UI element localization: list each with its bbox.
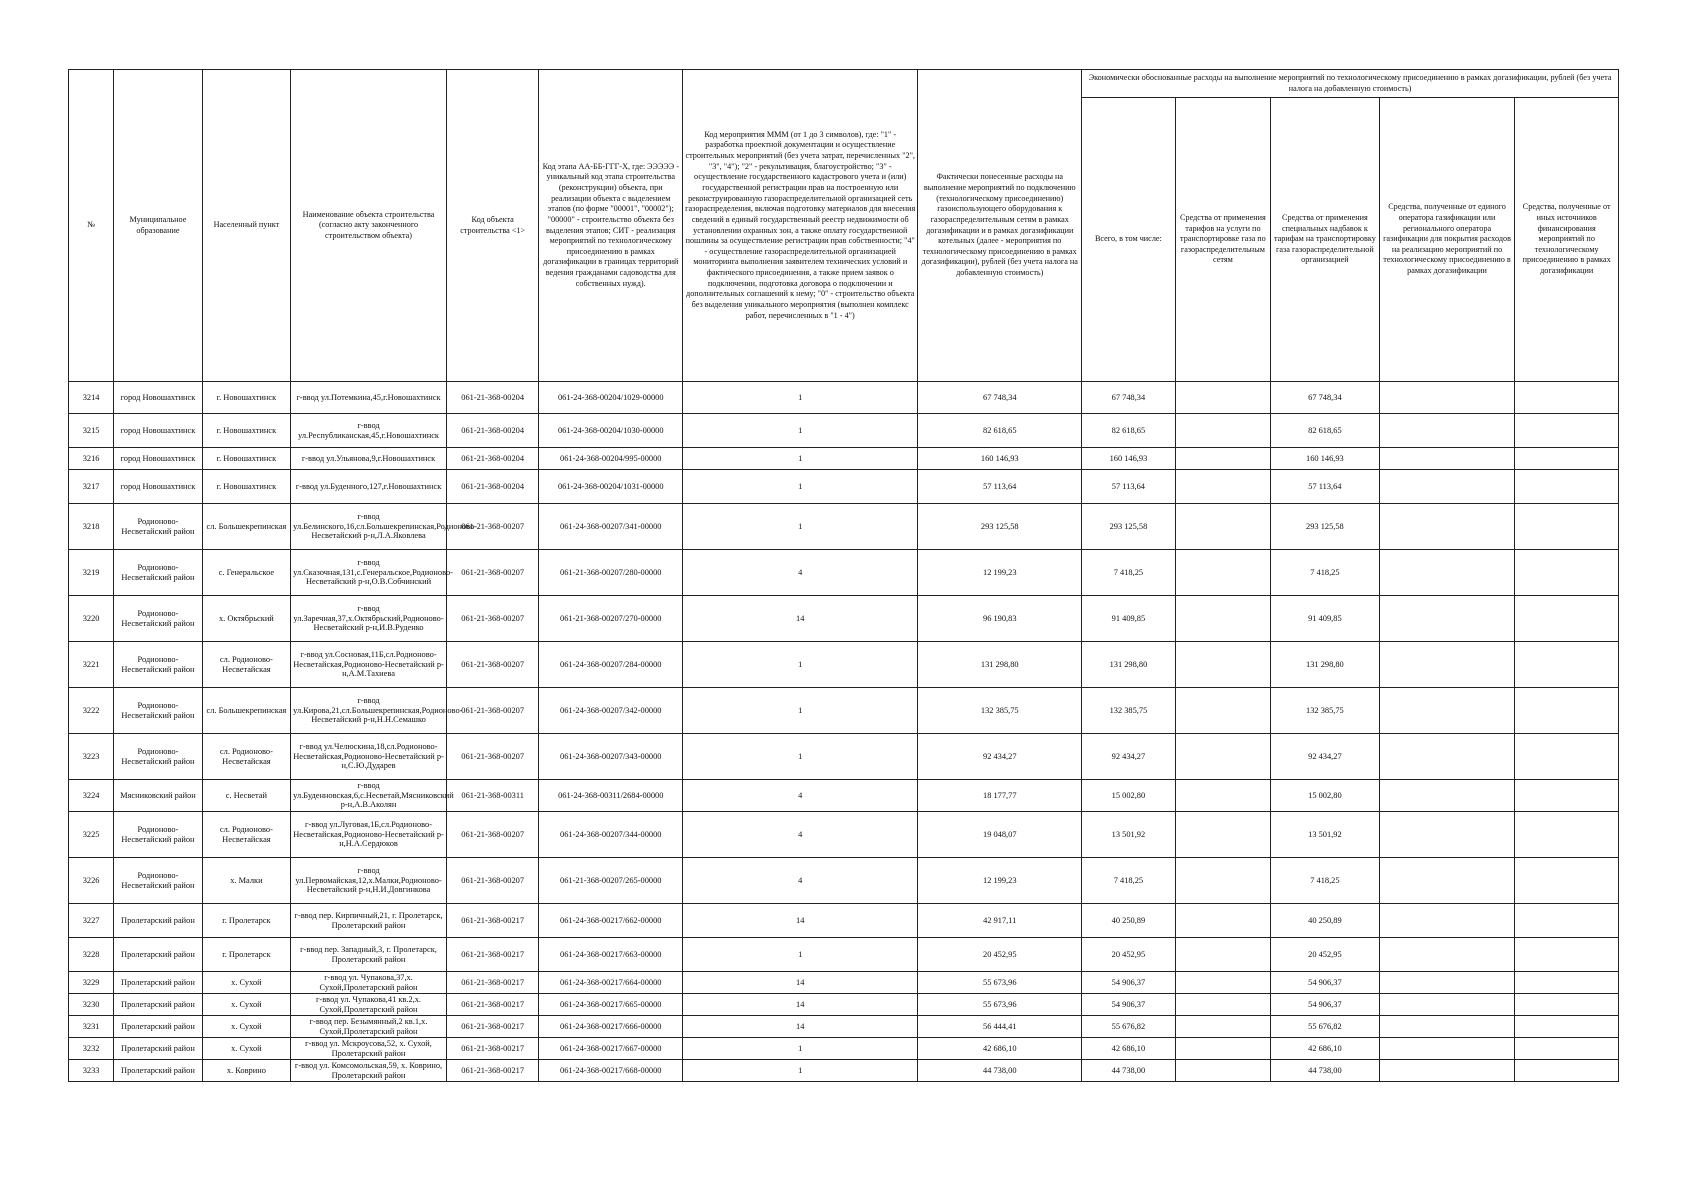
cell-surcharge-funds: 160 146,93 bbox=[1271, 448, 1380, 470]
cell-total: 55 676,82 bbox=[1082, 1016, 1175, 1038]
cell-stage-code: 061-21-368-00207/265-00000 bbox=[539, 858, 683, 904]
cell-num: 3230 bbox=[69, 994, 114, 1016]
cell-actual-costs: 55 673,96 bbox=[918, 994, 1082, 1016]
table-row bbox=[69, 812, 1619, 858]
cell-other-funds bbox=[1515, 642, 1619, 688]
cell-object-code: 061-21-368-00207 bbox=[446, 812, 538, 858]
cell-stage-code: 061-24-368-00217/662-00000 bbox=[539, 904, 683, 938]
cell-num: 3227 bbox=[69, 904, 114, 938]
cell-object-code: 061-21-368-00207 bbox=[446, 550, 538, 596]
cell-surcharge-funds: 42 686,10 bbox=[1271, 1038, 1380, 1060]
cell-num: 3216 bbox=[69, 448, 114, 470]
table-row bbox=[69, 994, 1619, 1016]
cell-operator-funds bbox=[1379, 780, 1515, 812]
cell-num: 3214 bbox=[69, 382, 114, 414]
cell-num: 3218 bbox=[69, 504, 114, 550]
header-operator-funds: Средства, полученные от единого оператора газификации или регионального оператора газификации для покрытия расходов на реализацию мероприятий по технологическому присоединению в рамках догазификации bbox=[1379, 98, 1515, 382]
cell-actual-costs: 160 146,93 bbox=[918, 448, 1082, 470]
cell-municipality: Родионово-Несветайский район bbox=[114, 688, 202, 734]
cell-total: 92 434,27 bbox=[1082, 734, 1175, 780]
cell-num: 3232 bbox=[69, 1038, 114, 1060]
cell-object-name: г-ввод пер. Кирпичный,21, г. Пролетарск, Пролетарский район bbox=[291, 904, 447, 938]
cell-municipality: Пролетарский район bbox=[114, 904, 202, 938]
cell-locality: х. Сухой bbox=[202, 972, 290, 994]
cell-num: 3221 bbox=[69, 642, 114, 688]
cell-municipality: Пролетарский район bbox=[114, 1060, 202, 1082]
header-stage-code: Код этапа АА-ББ-ГГГ-Х, где: ЭЭЭЭЭ - уникальный код этапа строительства (реконструкции) объекта, при реализации объекта с выделением этапов (по форме "00001", "00002"); "00000" - строительство объекта без выделения этапов; СИТ - реализация мероприятий по технологическому присоединению в рамках догазификации в границах территорий ведения гражданами садоводства для собственных нужд). bbox=[539, 70, 683, 382]
cell-object-name: г-ввод ул.Кирова,21,сл.Большекрепинская,Родионово-Несветайский р-н,Н.Н.Семашко bbox=[291, 688, 447, 734]
cell-object-code: 061-21-368-00217 bbox=[446, 1060, 538, 1082]
cell-actual-costs: 132 385,75 bbox=[918, 688, 1082, 734]
cell-actual-costs: 67 748,34 bbox=[918, 382, 1082, 414]
cell-event-code: 1 bbox=[683, 938, 918, 972]
cell-total: 20 452,95 bbox=[1082, 938, 1175, 972]
cell-event-code: 1 bbox=[683, 414, 918, 448]
table-row bbox=[69, 938, 1619, 972]
cell-locality: х. Сухой bbox=[202, 1016, 290, 1038]
cell-tariff-funds bbox=[1175, 550, 1270, 596]
cell-num: 3219 bbox=[69, 550, 114, 596]
cell-municipality: Родионово-Несветайский район bbox=[114, 812, 202, 858]
cell-operator-funds bbox=[1379, 504, 1515, 550]
table-row bbox=[69, 448, 1619, 470]
table-header bbox=[69, 70, 1619, 382]
cell-object-name: г-ввод ул.Луговая,1Б,сл.Родионово-Несветайская,Родионово-Несветайский р-н,Н.А.Сердюков bbox=[291, 812, 447, 858]
cell-object-name: г-ввод ул.Республиканская,45,г.Новошахтинск bbox=[291, 414, 447, 448]
cell-other-funds bbox=[1515, 972, 1619, 994]
table-row bbox=[69, 858, 1619, 904]
cell-object-name: г-ввод ул.Челюскина,18,сл.Родионово-Несветайская,Родионово-Несветайский р-н,С.Ю.Дударев bbox=[291, 734, 447, 780]
cell-stage-code: 061-21-368-00207/280-00000 bbox=[539, 550, 683, 596]
cell-actual-costs: 18 177,77 bbox=[918, 780, 1082, 812]
cell-total: 54 906,37 bbox=[1082, 972, 1175, 994]
cell-tariff-funds bbox=[1175, 904, 1270, 938]
cell-locality: г. Новошахтинск bbox=[202, 448, 290, 470]
cell-operator-funds bbox=[1379, 688, 1515, 734]
cell-actual-costs: 42 686,10 bbox=[918, 1038, 1082, 1060]
cell-locality: х. Коврино bbox=[202, 1060, 290, 1082]
cell-actual-costs: 57 113,64 bbox=[918, 470, 1082, 504]
cell-event-code: 1 bbox=[683, 382, 918, 414]
cell-stage-code: 061-24-368-00207/342-00000 bbox=[539, 688, 683, 734]
cell-surcharge-funds: 7 418,25 bbox=[1271, 550, 1380, 596]
cell-stage-code: 061-24-368-00311/2684-00000 bbox=[539, 780, 683, 812]
cell-object-name: г-ввод пер. Западный,3, г. Пролетарск, Пролетарский район bbox=[291, 938, 447, 972]
cell-actual-costs: 12 199,23 bbox=[918, 858, 1082, 904]
cell-actual-costs: 96 190,83 bbox=[918, 596, 1082, 642]
cell-municipality: Родионово-Несветайский район bbox=[114, 734, 202, 780]
cell-other-funds bbox=[1515, 904, 1619, 938]
cell-object-code: 061-21-368-00207 bbox=[446, 858, 538, 904]
cell-tariff-funds bbox=[1175, 938, 1270, 972]
cell-event-code: 1 bbox=[683, 734, 918, 780]
cell-total: 82 618,65 bbox=[1082, 414, 1175, 448]
cell-num: 3228 bbox=[69, 938, 114, 972]
cell-surcharge-funds: 55 676,82 bbox=[1271, 1016, 1380, 1038]
cell-municipality: город Новошахтинск bbox=[114, 414, 202, 448]
cell-stage-code: 061-24-368-00207/343-00000 bbox=[539, 734, 683, 780]
cell-locality: г. Новошахтинск bbox=[202, 470, 290, 504]
cell-locality: г. Пролетарск bbox=[202, 904, 290, 938]
cell-stage-code: 061-24-368-00207/344-00000 bbox=[539, 812, 683, 858]
cell-actual-costs: 82 618,65 bbox=[918, 414, 1082, 448]
cell-actual-costs: 56 444,41 bbox=[918, 1016, 1082, 1038]
cell-stage-code: 061-24-368-00204/995-00000 bbox=[539, 448, 683, 470]
cell-municipality: Пролетарский район bbox=[114, 972, 202, 994]
cell-event-code: 1 bbox=[683, 470, 918, 504]
cell-tariff-funds bbox=[1175, 858, 1270, 904]
cell-locality: х. Сухой bbox=[202, 994, 290, 1016]
cell-surcharge-funds: 7 418,25 bbox=[1271, 858, 1380, 904]
cell-surcharge-funds: 82 618,65 bbox=[1271, 414, 1380, 448]
cell-num: 3224 bbox=[69, 780, 114, 812]
cell-num: 3220 bbox=[69, 596, 114, 642]
cell-surcharge-funds: 91 409,85 bbox=[1271, 596, 1380, 642]
table-body bbox=[69, 382, 1619, 1082]
cell-object-code: 061-21-368-00207 bbox=[446, 504, 538, 550]
cell-actual-costs: 92 434,27 bbox=[918, 734, 1082, 780]
cell-other-funds bbox=[1515, 994, 1619, 1016]
cell-operator-funds bbox=[1379, 938, 1515, 972]
cell-tariff-funds bbox=[1175, 470, 1270, 504]
cell-other-funds bbox=[1515, 382, 1619, 414]
cell-total: 42 686,10 bbox=[1082, 1038, 1175, 1060]
table-row bbox=[69, 688, 1619, 734]
cell-object-name: г-ввод пер. Безымянный,2 кв.1,х. Сухой,Пролетарский район bbox=[291, 1016, 447, 1038]
header-locality: Населенный пункт bbox=[202, 70, 290, 382]
cell-tariff-funds bbox=[1175, 414, 1270, 448]
cell-total: 7 418,25 bbox=[1082, 858, 1175, 904]
cell-tariff-funds bbox=[1175, 382, 1270, 414]
cell-municipality: город Новошахтинск bbox=[114, 448, 202, 470]
cell-num: 3226 bbox=[69, 858, 114, 904]
table-row bbox=[69, 972, 1619, 994]
cell-locality: х. Малки bbox=[202, 858, 290, 904]
cell-object-name: г-ввод ул.Сказочная,131,с.Генеральское,Родионово-Несветайский р-н,О.В.Собчинский bbox=[291, 550, 447, 596]
cell-operator-funds bbox=[1379, 1060, 1515, 1082]
cell-actual-costs: 131 298,80 bbox=[918, 642, 1082, 688]
cell-locality: сл. Большекрепинская bbox=[202, 688, 290, 734]
cell-tariff-funds bbox=[1175, 642, 1270, 688]
cell-municipality: Пролетарский район bbox=[114, 1038, 202, 1060]
cell-surcharge-funds: 54 906,37 bbox=[1271, 972, 1380, 994]
cell-locality: с. Генеральское bbox=[202, 550, 290, 596]
cell-total: 40 250,89 bbox=[1082, 904, 1175, 938]
cell-event-code: 14 bbox=[683, 1016, 918, 1038]
cell-tariff-funds bbox=[1175, 448, 1270, 470]
cell-tariff-funds bbox=[1175, 688, 1270, 734]
cell-event-code: 14 bbox=[683, 972, 918, 994]
cell-tariff-funds bbox=[1175, 1060, 1270, 1082]
cell-object-code: 061-21-368-00207 bbox=[446, 642, 538, 688]
cell-surcharge-funds: 293 125,58 bbox=[1271, 504, 1380, 550]
cell-event-code: 4 bbox=[683, 858, 918, 904]
cell-tariff-funds bbox=[1175, 994, 1270, 1016]
cell-object-name: г-ввод ул.Первомайская,12,х.Малки,Родионово-Несветайский р-н,Н.И.Довгинкова bbox=[291, 858, 447, 904]
table-row bbox=[69, 1016, 1619, 1038]
cell-tariff-funds bbox=[1175, 1016, 1270, 1038]
cell-surcharge-funds: 131 298,80 bbox=[1271, 642, 1380, 688]
cell-operator-funds bbox=[1379, 642, 1515, 688]
cell-municipality: Пролетарский район bbox=[114, 994, 202, 1016]
header-object-code: Код объекта строительства <1> bbox=[446, 70, 538, 382]
header-municipality: Муниципальное образование bbox=[114, 70, 202, 382]
cell-stage-code: 061-24-368-00204/1030-00000 bbox=[539, 414, 683, 448]
cell-operator-funds bbox=[1379, 448, 1515, 470]
table-row bbox=[69, 734, 1619, 780]
cell-stage-code: 061-24-368-00204/1031-00000 bbox=[539, 470, 683, 504]
cell-object-code: 061-21-368-00217 bbox=[446, 1038, 538, 1060]
cell-object-name: г-ввод ул.Белинского,16,сл.Большекрепинская,Родионово-Несветайский р-н,Л.А.Яковлева bbox=[291, 504, 447, 550]
cell-locality: г. Новошахтинск bbox=[202, 382, 290, 414]
cell-other-funds bbox=[1515, 1038, 1619, 1060]
cell-object-name: г-ввод ул. Чупакова,41 кв.2,х. Сухой,Пролетарский район bbox=[291, 994, 447, 1016]
cell-other-funds bbox=[1515, 1016, 1619, 1038]
header-surcharge-funds: Средства от применения специальных надбавок к тарифам на транспортировку газа газораспределительной организацией bbox=[1271, 98, 1380, 382]
cell-surcharge-funds: 54 906,37 bbox=[1271, 994, 1380, 1016]
table-row bbox=[69, 1038, 1619, 1060]
cell-municipality: Родионово-Несветайский район bbox=[114, 550, 202, 596]
cell-total: 132 385,75 bbox=[1082, 688, 1175, 734]
cell-num: 3222 bbox=[69, 688, 114, 734]
cell-object-code: 061-21-368-00217 bbox=[446, 994, 538, 1016]
cell-other-funds bbox=[1515, 550, 1619, 596]
cell-actual-costs: 42 917,11 bbox=[918, 904, 1082, 938]
cell-actual-costs: 293 125,58 bbox=[918, 504, 1082, 550]
cell-municipality: Мясниковский район bbox=[114, 780, 202, 812]
cell-other-funds bbox=[1515, 414, 1619, 448]
cell-object-name: г-ввод ул.Буденного,127,г.Новошахтинск bbox=[291, 470, 447, 504]
cell-operator-funds bbox=[1379, 994, 1515, 1016]
cell-object-code: 061-21-368-00207 bbox=[446, 734, 538, 780]
cell-stage-code: 061-24-368-00207/341-00000 bbox=[539, 504, 683, 550]
cell-operator-funds bbox=[1379, 858, 1515, 904]
cell-surcharge-funds: 57 113,64 bbox=[1271, 470, 1380, 504]
cell-event-code: 1 bbox=[683, 1060, 918, 1082]
table-row bbox=[69, 504, 1619, 550]
cell-municipality: город Новошахтинск bbox=[114, 470, 202, 504]
cell-operator-funds bbox=[1379, 972, 1515, 994]
cell-event-code: 1 bbox=[683, 642, 918, 688]
table-row bbox=[69, 414, 1619, 448]
cell-surcharge-funds: 92 434,27 bbox=[1271, 734, 1380, 780]
table-row bbox=[69, 1060, 1619, 1082]
cell-surcharge-funds: 15 002,80 bbox=[1271, 780, 1380, 812]
cell-stage-code: 061-24-368-00217/664-00000 bbox=[539, 972, 683, 994]
cell-num: 3231 bbox=[69, 1016, 114, 1038]
cell-object-name: г-ввод ул.Ульянова,9,г.Новошахтинск bbox=[291, 448, 447, 470]
table-row bbox=[69, 642, 1619, 688]
cell-event-code: 14 bbox=[683, 904, 918, 938]
cell-object-code: 061-21-368-00217 bbox=[446, 1016, 538, 1038]
cell-event-code: 1 bbox=[683, 688, 918, 734]
cell-object-code: 061-21-368-00207 bbox=[446, 688, 538, 734]
cell-object-code: 061-21-368-00207 bbox=[446, 596, 538, 642]
cell-tariff-funds bbox=[1175, 812, 1270, 858]
cell-stage-code: 061-21-368-00207/270-00000 bbox=[539, 596, 683, 642]
cell-locality: сл. Большекрепинская bbox=[202, 504, 290, 550]
cell-municipality: Родионово-Несветайский район bbox=[114, 596, 202, 642]
header-num: № bbox=[69, 70, 114, 382]
cell-total: 13 501,92 bbox=[1082, 812, 1175, 858]
cell-surcharge-funds: 132 385,75 bbox=[1271, 688, 1380, 734]
cell-total: 44 738,00 bbox=[1082, 1060, 1175, 1082]
cell-num: 3229 bbox=[69, 972, 114, 994]
cell-object-name: г-ввод ул. Комсомольская,59, х. Коврино, Пролетарский район bbox=[291, 1060, 447, 1082]
cell-actual-costs: 20 452,95 bbox=[918, 938, 1082, 972]
cell-other-funds bbox=[1515, 858, 1619, 904]
table-row bbox=[69, 550, 1619, 596]
cell-other-funds bbox=[1515, 1060, 1619, 1082]
cell-total: 15 002,80 bbox=[1082, 780, 1175, 812]
cell-locality: сл. Родионово-Несветайская bbox=[202, 734, 290, 780]
cell-object-name: г-ввод ул. Мскроусова,52, х. Сухой, Пролетарский район bbox=[291, 1038, 447, 1060]
cell-operator-funds bbox=[1379, 734, 1515, 780]
cell-operator-funds bbox=[1379, 812, 1515, 858]
cell-object-name: г-ввод ул.Буденновская,6,с.Несветай,Мясниковский р-н,А.В.Аколян bbox=[291, 780, 447, 812]
cell-other-funds bbox=[1515, 688, 1619, 734]
cell-event-code: 14 bbox=[683, 994, 918, 1016]
cell-total: 160 146,93 bbox=[1082, 448, 1175, 470]
cell-locality: г. Новошахтинск bbox=[202, 414, 290, 448]
cell-operator-funds bbox=[1379, 596, 1515, 642]
cell-surcharge-funds: 20 452,95 bbox=[1271, 938, 1380, 972]
cell-stage-code: 061-24-368-00207/284-00000 bbox=[539, 642, 683, 688]
cell-object-code: 061-21-368-00204 bbox=[446, 470, 538, 504]
cell-stage-code: 061-24-368-00217/667-00000 bbox=[539, 1038, 683, 1060]
cell-tariff-funds bbox=[1175, 1038, 1270, 1060]
cell-actual-costs: 12 199,23 bbox=[918, 550, 1082, 596]
cell-locality: с. Несветай bbox=[202, 780, 290, 812]
header-actual-costs: Фактически понесенные расходы на выполнение мероприятий по подключению (технологическому присоединению) газоиспользующего оборудования к газораспределительным сетям в рамках догазификации и в рамках догазификации котельных (далее - мероприятия по технологическому присоединению в рамках догазификации), рублей (без учета налога на добавленную стоимость) bbox=[918, 70, 1082, 382]
cell-stage-code: 061-24-368-00204/1029-00000 bbox=[539, 382, 683, 414]
cell-other-funds bbox=[1515, 734, 1619, 780]
cell-locality: сл. Родионово-Несветайская bbox=[202, 812, 290, 858]
cell-other-funds bbox=[1515, 596, 1619, 642]
header-event-code: Код мероприятия МММ (от 1 до 3 символов), где: "1" - разработка проектной документации и осуществление строительных мероприятий (без учета затрат, перечисленных "2", "3", "4"); "2" - рекультивация, благоустройство; "3" - осуществление государственного кадастрового учета и (или) государственной регистрации прав на построенную или реконструированную газораспределительной организацией сеть газораспределения, включая подготовку материалов для внесения сведений в единый государственный реестр недвижимости об установлении охранных зон, а также оплату государственной пошлины за осуществление регистрации прав собственности; "4" - осуществление газораспределительной организацией мониторинга выполнения заявителем технических условий и фактического присоединения, а также прием заявок о подключении, подготовка договора о подключении и дополнительных соглашений к нему; "0" - строительство объекта без выделения уникального мероприятия (выполнен комплекс работ, перечисленных в "1 - 4") bbox=[683, 70, 918, 382]
cell-event-code: 4 bbox=[683, 812, 918, 858]
cell-event-code: 1 bbox=[683, 1038, 918, 1060]
cell-operator-funds bbox=[1379, 550, 1515, 596]
cell-surcharge-funds: 44 738,00 bbox=[1271, 1060, 1380, 1082]
cell-surcharge-funds: 67 748,34 bbox=[1271, 382, 1380, 414]
data-table bbox=[68, 69, 1619, 1082]
cell-locality: х. Сухой bbox=[202, 1038, 290, 1060]
cell-tariff-funds bbox=[1175, 780, 1270, 812]
cell-actual-costs: 44 738,00 bbox=[918, 1060, 1082, 1082]
cell-object-name: г-ввод ул.Сосновая,11Б,сл.Родионово-Несветайская,Родионово-Несветайский р-н,А.М.Тахиева bbox=[291, 642, 447, 688]
header-tariff-funds: Средства от применения тарифов на услуги по транспортировке газа по газораспределительным сетям bbox=[1175, 98, 1270, 382]
cell-total: 67 748,34 bbox=[1082, 382, 1175, 414]
cell-stage-code: 061-24-368-00217/665-00000 bbox=[539, 994, 683, 1016]
cell-stage-code: 061-24-368-00217/668-00000 bbox=[539, 1060, 683, 1082]
cell-other-funds bbox=[1515, 470, 1619, 504]
cell-tariff-funds bbox=[1175, 504, 1270, 550]
cell-total: 293 125,58 bbox=[1082, 504, 1175, 550]
header-econ-group: Экономически обоснованные расходы на выполнение мероприятий по технологическому присоединению в рамках догазификации, рублей (без учета налога на добавленную стоимость) bbox=[1082, 70, 1619, 98]
cell-event-code: 4 bbox=[683, 780, 918, 812]
cell-operator-funds bbox=[1379, 470, 1515, 504]
cell-other-funds bbox=[1515, 448, 1619, 470]
cell-total: 131 298,80 bbox=[1082, 642, 1175, 688]
cell-operator-funds bbox=[1379, 382, 1515, 414]
cell-object-code: 061-21-368-00217 bbox=[446, 972, 538, 994]
cell-object-code: 061-21-368-00217 bbox=[446, 938, 538, 972]
header-other-funds: Средства, полученные от иных источников финансирования мероприятий по технологическому присоединению в рамках догазификации bbox=[1515, 98, 1619, 382]
cell-other-funds bbox=[1515, 504, 1619, 550]
cell-other-funds bbox=[1515, 812, 1619, 858]
cell-total: 7 418,25 bbox=[1082, 550, 1175, 596]
cell-total: 57 113,64 bbox=[1082, 470, 1175, 504]
cell-object-code: 061-21-368-00217 bbox=[446, 904, 538, 938]
cell-object-name: г-ввод ул.Потемкина,45,г.Новошахтинск bbox=[291, 382, 447, 414]
table-row bbox=[69, 904, 1619, 938]
cell-municipality: Родионово-Несветайский район bbox=[114, 504, 202, 550]
table-row bbox=[69, 382, 1619, 414]
cell-object-name: г-ввод ул.Заречная,37,х.Октябрьский,Родионово-Несветайский р-н,И.В.Руденко bbox=[291, 596, 447, 642]
cell-object-code: 061-21-368-00204 bbox=[446, 414, 538, 448]
cell-surcharge-funds: 13 501,92 bbox=[1271, 812, 1380, 858]
cell-event-code: 1 bbox=[683, 504, 918, 550]
cell-operator-funds bbox=[1379, 904, 1515, 938]
cell-other-funds bbox=[1515, 780, 1619, 812]
cell-locality: г. Пролетарск bbox=[202, 938, 290, 972]
cell-surcharge-funds: 40 250,89 bbox=[1271, 904, 1380, 938]
cell-municipality: Родионово-Несветайский район bbox=[114, 642, 202, 688]
cell-num: 3215 bbox=[69, 414, 114, 448]
cell-object-name: г-ввод ул. Чупакова,37,х. Сухой,Пролетарский район bbox=[291, 972, 447, 994]
cell-locality: сл. Родионово-Несветайская bbox=[202, 642, 290, 688]
cell-actual-costs: 19 048,07 bbox=[918, 812, 1082, 858]
cell-municipality: Родионово-Несветайский район bbox=[114, 858, 202, 904]
cell-object-code: 061-21-368-00204 bbox=[446, 382, 538, 414]
cell-operator-funds bbox=[1379, 1038, 1515, 1060]
header-total: Всего, в том числе: bbox=[1082, 98, 1175, 382]
cell-num: 3225 bbox=[69, 812, 114, 858]
cell-tariff-funds bbox=[1175, 596, 1270, 642]
cell-actual-costs: 55 673,96 bbox=[918, 972, 1082, 994]
cell-total: 54 906,37 bbox=[1082, 994, 1175, 1016]
cell-municipality: город Новошахтинск bbox=[114, 382, 202, 414]
cell-object-code: 061-21-368-00311 bbox=[446, 780, 538, 812]
cell-locality: х. Октябрьский bbox=[202, 596, 290, 642]
cell-num: 3223 bbox=[69, 734, 114, 780]
table-row bbox=[69, 596, 1619, 642]
cell-num: 3217 bbox=[69, 470, 114, 504]
cell-tariff-funds bbox=[1175, 734, 1270, 780]
cell-operator-funds bbox=[1379, 1016, 1515, 1038]
cell-municipality: Пролетарский район bbox=[114, 1016, 202, 1038]
cell-other-funds bbox=[1515, 938, 1619, 972]
table-row bbox=[69, 780, 1619, 812]
cell-total: 91 409,85 bbox=[1082, 596, 1175, 642]
table-row bbox=[69, 470, 1619, 504]
cell-stage-code: 061-24-368-00217/666-00000 bbox=[539, 1016, 683, 1038]
cell-event-code: 4 bbox=[683, 550, 918, 596]
cell-operator-funds bbox=[1379, 414, 1515, 448]
cell-tariff-funds bbox=[1175, 972, 1270, 994]
cell-object-code: 061-21-368-00204 bbox=[446, 448, 538, 470]
cell-num: 3233 bbox=[69, 1060, 114, 1082]
header-object-name: Наименование объекта строительства (согласно акту законченного строительством объекта) bbox=[291, 70, 447, 382]
cell-event-code: 14 bbox=[683, 596, 918, 642]
cell-municipality: Пролетарский район bbox=[114, 938, 202, 972]
cell-stage-code: 061-24-368-00217/663-00000 bbox=[539, 938, 683, 972]
cell-event-code: 1 bbox=[683, 448, 918, 470]
